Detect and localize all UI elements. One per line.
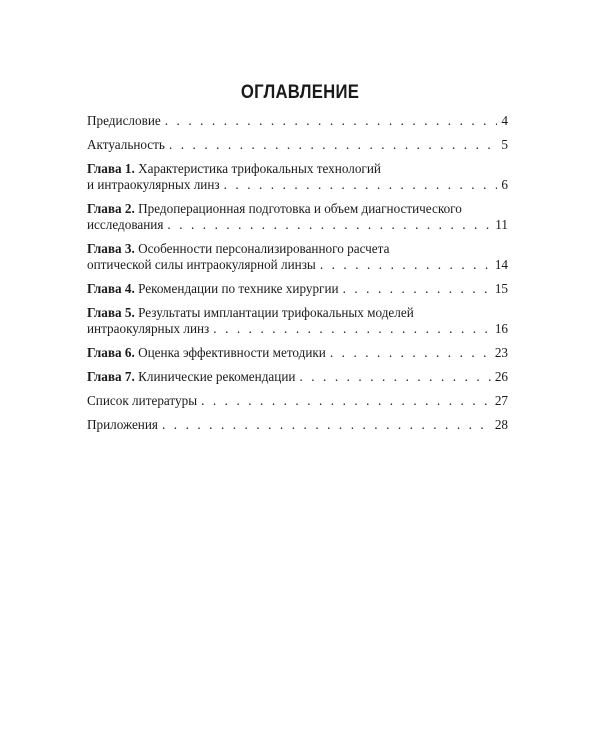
chapter-label: Глава 3. (87, 241, 135, 256)
table-of-contents (87, 113, 508, 441)
toc-entry-chapter-2[interactable] (87, 201, 508, 233)
toc-entry-title-continued: интраокулярных линз (87, 321, 210, 336)
toc-entry-chapter-5[interactable] (87, 305, 508, 337)
toc-entry-chapter-3[interactable] (87, 241, 508, 273)
toc-page-number: 23 (494, 345, 508, 360)
toc-entry-title-continued: исследования (87, 217, 164, 232)
toc-page-number: 15 (494, 281, 508, 296)
toc-page-number: 26 (494, 369, 508, 384)
toc-page-number: 6 (501, 177, 508, 192)
toc-entry-title: Список литературы (87, 393, 198, 408)
toc-page-number: 11 (495, 217, 508, 232)
dot-leader (213, 321, 491, 337)
toc-page-number: 16 (494, 321, 508, 336)
dot-leader (224, 177, 498, 193)
toc-entry-title: Приложения (87, 417, 158, 432)
chapter-label: Глава 6. (87, 345, 135, 360)
toc-page-number: 27 (494, 393, 508, 408)
toc-page-number: 14 (494, 257, 508, 272)
toc-entry-title: Предоперационная подготовка и объем диагностического (138, 201, 462, 216)
dot-leader (299, 369, 490, 385)
dot-leader (169, 137, 497, 153)
dot-leader (320, 257, 491, 273)
toc-entry-appendices[interactable] (87, 417, 508, 433)
page-title: ОГЛАВЛЕНИЕ (240, 82, 360, 103)
dot-leader (162, 417, 491, 433)
dot-leader (167, 217, 491, 233)
chapter-label: Глава 7. (87, 369, 135, 384)
toc-entry-title-continued: и интраокулярных линз (87, 177, 220, 192)
toc-entry-chapter-4[interactable] (87, 281, 508, 297)
toc-entry-title: Особенности персонализированного расчета (138, 241, 390, 256)
toc-entry-chapter-1[interactable] (87, 161, 508, 193)
toc-entry-title: Актуальность (87, 137, 165, 152)
chapter-label: Глава 5. (87, 305, 135, 320)
toc-entry-title: Характеристика трифокальных технологий (138, 161, 381, 176)
toc-page-number: 28 (494, 417, 508, 432)
toc-entry-title: Клинические рекомендации (138, 369, 296, 384)
toc-entry-title: Оценка эффективности методики (138, 345, 326, 360)
chapter-label: Глава 4. (87, 281, 135, 296)
toc-entry-title-continued: оптической силы интраокулярной линзы (87, 257, 316, 272)
dot-leader (201, 393, 491, 409)
toc-entry-title: Рекомендации по технике хирургии (138, 281, 339, 296)
toc-page-number: 4 (501, 113, 508, 128)
toc-entry-chapter-6[interactable] (87, 345, 508, 361)
toc-entry-bibliography[interactable] (87, 393, 508, 409)
dot-leader (343, 281, 491, 297)
chapter-label: Глава 2. (87, 201, 135, 216)
toc-entry-title: Результаты имплантации трифокальных моделей (138, 305, 414, 320)
toc-entry-chapter-7[interactable] (87, 369, 508, 385)
toc-entry-relevance[interactable] (87, 137, 508, 153)
toc-entry-preface[interactable] (87, 113, 508, 129)
chapter-label: Глава 1. (87, 161, 135, 176)
dot-leader (330, 345, 491, 361)
toc-entry-title: Предисловие (87, 113, 161, 128)
toc-page-number: 5 (501, 137, 508, 152)
dot-leader (165, 113, 498, 129)
